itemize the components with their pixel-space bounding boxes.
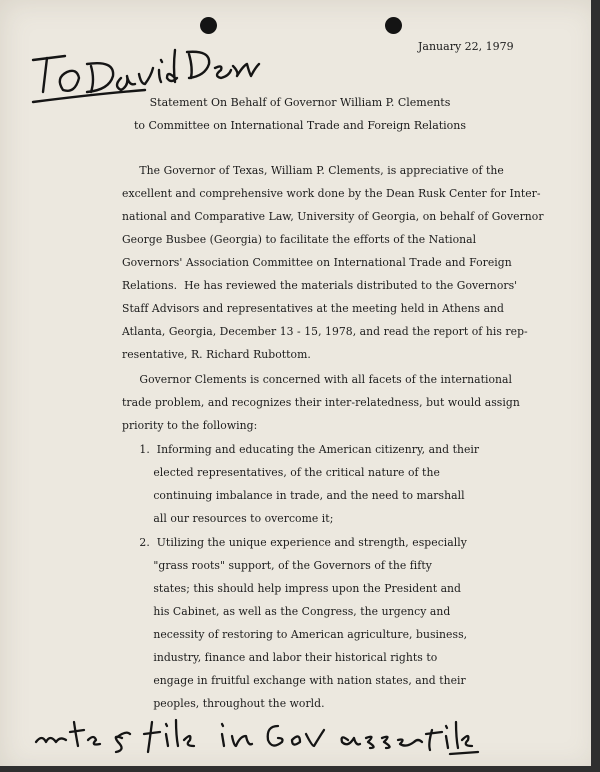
priority-item-1-line: elected representatives, of the critical nature of the <box>122 466 440 479</box>
paragraph-1-line: George Busbee (Georgia) to facilitate the efforts of the National <box>122 233 477 246</box>
paragraph-1-line: resentative, R. Richard Rubottom. <box>122 348 311 361</box>
paragraph-1-line: excellent and comprehensive work done by the Dean Rusk Center for Inter- <box>122 187 541 200</box>
statement-title-line-2: to Committee on International Trade and Foreign Relations <box>133 119 467 132</box>
scan-border-right <box>591 0 600 772</box>
paragraph-1-line: Staff Advisors and representatives at the meeting held in Athens and <box>122 302 505 315</box>
statement-title-line-1: Statement On Behalf of Governor William P. Clements <box>149 96 451 109</box>
scan-border-bottom <box>0 766 600 772</box>
priority-item-2-line: states; this should help impress upon the President and <box>122 582 462 595</box>
priority-item-2-line: engage in fruitful exchange with nation states, and their <box>122 674 466 687</box>
priority-item-2-line: "grass roots" support, of the Governors of the fifty <box>122 559 432 572</box>
priority-item-1-line: all our resources to overcome it; <box>122 512 334 525</box>
priority-item-2-line: necessity of restoring to American agriculture, business, <box>122 628 468 641</box>
paragraph-1-line: Governors' Association Committee on International Trade and Foreign <box>122 256 512 269</box>
priority-item-1-line: continuing imbalance in trade, and the need to marshall <box>122 489 465 502</box>
priority-item-1-line: 1. Informing and educating the American citizenry, and their <box>122 443 480 456</box>
priority-item-2-line: 2. Utilizing the unique experience and strength, especially <box>122 536 467 549</box>
paragraph-2-line: priority to the following: <box>122 419 258 432</box>
paragraph-2-line: trade problem, and recognizes their inter-relatedness, but would assign <box>122 396 520 409</box>
paragraph-2-line: Governor Clements is concerned with all facets of the international <box>122 373 513 386</box>
document-date: January 22, 1979 <box>418 40 514 53</box>
priority-item-2-line: industry, finance and labor their historical rights to <box>122 651 438 664</box>
priority-item-2-line: his Cabinet, as well as the Congress, the urgency and <box>122 605 451 618</box>
paragraph-1-line: The Governor of Texas, William P. Clements, is appreciative of the <box>122 164 504 177</box>
paragraph-1-line: Atlanta, Georgia, December 13 - 15, 1978, and read the report of his rep- <box>122 325 528 338</box>
handwritten-note-bottom <box>30 712 480 762</box>
priority-item-2-line: peoples, throughout the world. <box>122 697 325 710</box>
paragraph-1-line: Relations. He has reviewed the materials distributed to the Governors' <box>122 279 518 292</box>
punch-hole-right <box>385 17 402 34</box>
paragraph-1-line: national and Comparative Law, University of Georgia, on behalf of Governor <box>122 210 544 223</box>
